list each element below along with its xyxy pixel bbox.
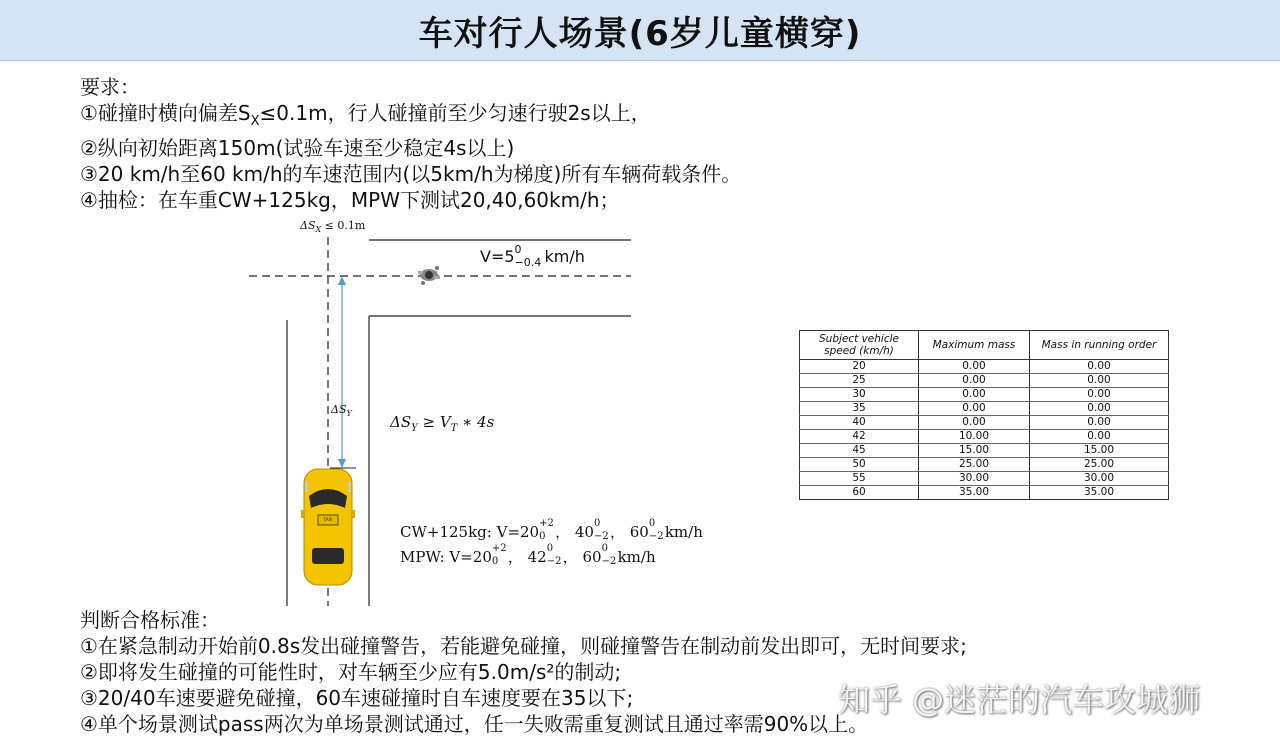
- table-row: 20 0.00 0.00: [800, 360, 1169, 374]
- table-row: 55 30.00 30.00: [800, 472, 1169, 486]
- table-row: 25 0.00 0.00: [800, 374, 1169, 388]
- criteria-item-4: ④单个场景测试pass两次为单场景测试通过，任一失败需重复测试且通过率需90%以上。: [80, 712, 869, 736]
- table-header-running-mass: Mass in running order: [1030, 331, 1169, 360]
- requirement-item-2: ②纵向初始距离150m(试验车速至少稳定4s以上): [80, 136, 515, 160]
- dsy-arrow-head-top: [338, 276, 346, 285]
- criteria-item-1: ①在紧急制动开始前0.8s发出碰撞警告，若能避免碰撞，则碰撞警告在制动前发出即可，无时间要求;: [80, 634, 967, 658]
- table-row: 60 35.00 35.00: [800, 486, 1169, 500]
- dsy-arrow-head-bottom: [338, 459, 346, 468]
- requirement-item-4: ④抽检：在车重CW+125kg，MPW下测试20,40,60km/h；: [80, 188, 620, 212]
- dsx-label: $\Delta S_X \le 0.1m$: [300, 219, 366, 235]
- taxi-car-icon: [301, 469, 355, 585]
- page-title: 车对行人场景(6岁儿童横穿): [418, 13, 862, 54]
- dsy-formula: $\Delta S_Y \ge V_T$ ∗ 4s: [390, 413, 495, 434]
- table-header-max-mass: Maximum mass: [919, 331, 1030, 360]
- requirement-item-3: ③20 km/h至60 km/h的车速范围内(以5km/h为梯度)所有车辆荷载条件。: [80, 162, 742, 186]
- taxi-sign-text: TAXI: [323, 517, 333, 522]
- pedestrian-speed-label: V=5 0 −0.4 km/h: [480, 242, 585, 269]
- speed-mass-table: [799, 330, 1169, 500]
- table-row: 50 25.00 25.00: [800, 458, 1169, 472]
- criteria-heading: 判断合格标准：: [80, 608, 220, 632]
- pedestrian-icon: [418, 266, 440, 285]
- dsy-label: $\Delta S_Y$: [331, 403, 352, 419]
- table-row: 30 0.00 0.00: [800, 388, 1169, 402]
- criteria-item-2: ②即将发生碰撞的可能性时，对车辆至少应有5.0m/s²的制动;: [80, 660, 622, 684]
- table-header-speed: Subject vehicle speed (km/h): [800, 331, 919, 360]
- table-row: 45 15.00 15.00: [800, 444, 1169, 458]
- table-row: 40 0.00 0.00: [800, 416, 1169, 430]
- table-row: 42 10.00 0.00: [800, 430, 1169, 444]
- table-header-row: [800, 331, 1169, 360]
- watermark: 知乎 @迷茫的汽车攻城狮: [838, 681, 1201, 719]
- cw-speed-line: CW+125kg: V=20 +2 0 ， 40 0 −2 ， 60 0 −2 km/h: [400, 518, 703, 542]
- mpw-speed-line: MPW: V=20 +2 0 ， 42 0 −2 ， 60 0 −2 km/h: [400, 543, 656, 567]
- criteria-block: [80, 607, 967, 737]
- requirements-heading: 要求：: [80, 75, 140, 99]
- table-row: 35 0.00 0.00: [800, 402, 1169, 416]
- criteria-item-3: ③20/40车速要避免碰撞，60车速碰撞时自车速度要在35以下;: [80, 686, 634, 710]
- requirement-item-1: ①碰撞时横向偏差$S_X\le 0.1m$，行人碰撞前至少匀速行驶2s以上，: [80, 101, 651, 129]
